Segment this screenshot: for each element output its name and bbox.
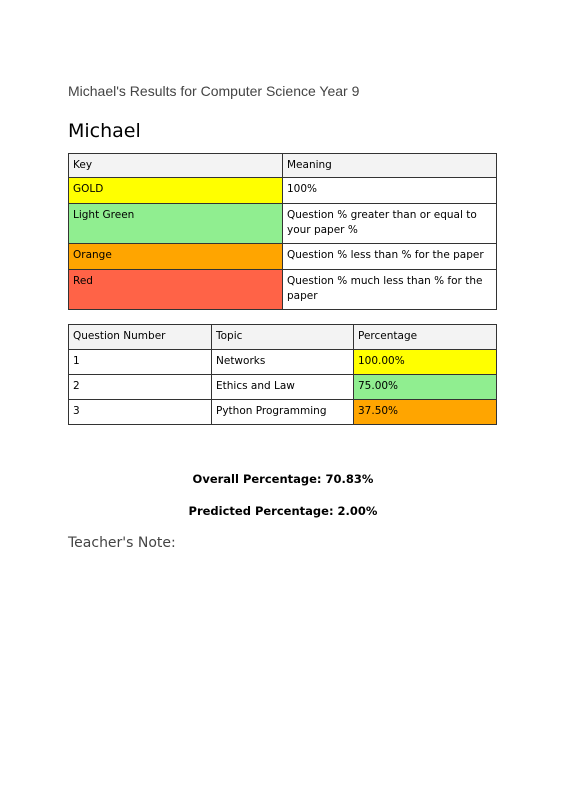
key-table-header-row (69, 154, 497, 178)
meaning-cell: Question % less than % for the paper (283, 244, 497, 270)
question-number-column-header: Question Number (69, 325, 212, 350)
topic-cell: Python Programming (212, 400, 354, 425)
meaning-cell: Question % much less than % for the paper (283, 270, 497, 310)
question-row (69, 400, 497, 425)
student-name-heading: Michael (68, 120, 141, 142)
question-number-cell: 3 (69, 400, 212, 425)
key-cell: GOLD (69, 178, 283, 204)
meaning-cell: Question % greater than or equal to your paper % (283, 204, 497, 244)
key-row-light-green (69, 204, 497, 244)
percentage-column-header: Percentage (354, 325, 497, 350)
predicted-percentage: Predicted Percentage: 2.00% (188, 504, 378, 518)
question-results-table (68, 324, 497, 425)
question-row (69, 375, 497, 400)
color-key-table (68, 153, 497, 310)
meaning-column-header: Meaning (283, 154, 497, 178)
topic-cell: Ethics and Law (212, 375, 354, 400)
meaning-cell: 100% (283, 178, 497, 204)
teacher-note-label: Teacher's Note: (68, 535, 176, 551)
percentage-cell: 100.00% (354, 350, 497, 375)
key-row-orange (69, 244, 497, 270)
question-number-cell: 1 (69, 350, 212, 375)
question-row (69, 350, 497, 375)
percentage-cell: 37.50% (354, 400, 497, 425)
key-row-red (69, 270, 497, 310)
key-cell: Light Green (69, 204, 283, 244)
percentage-cell: 75.00% (354, 375, 497, 400)
key-cell: Red (69, 270, 283, 310)
question-number-cell: 2 (69, 375, 212, 400)
question-table-header-row (69, 325, 497, 350)
document-title: Michael's Results for Computer Science Year 9 (68, 83, 360, 99)
topic-column-header: Topic (212, 325, 354, 350)
key-cell: Orange (69, 244, 283, 270)
key-column-header: Key (69, 154, 283, 178)
overall-percentage: Overall Percentage: 70.83% (192, 472, 374, 486)
topic-cell: Networks (212, 350, 354, 375)
key-row-gold (69, 178, 497, 204)
